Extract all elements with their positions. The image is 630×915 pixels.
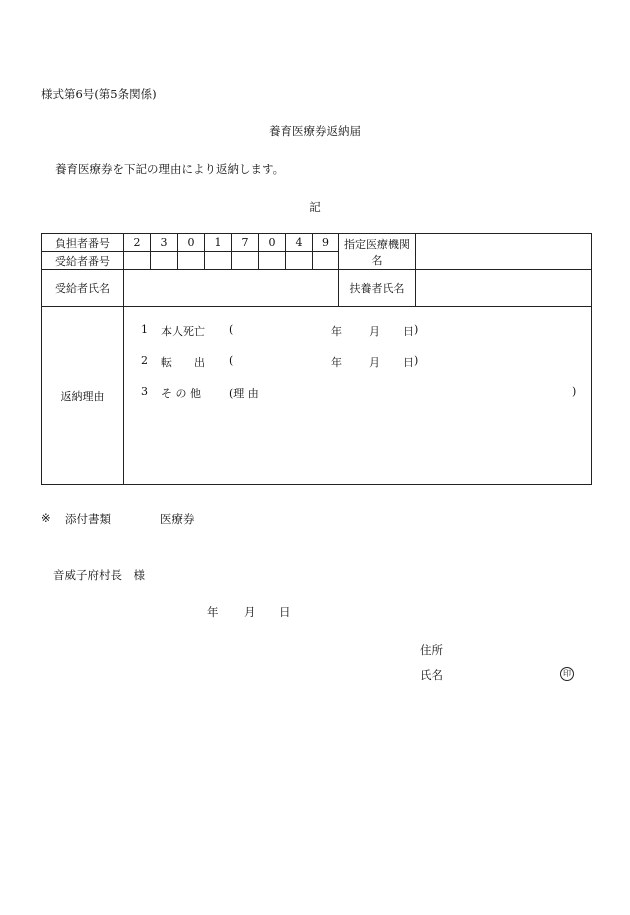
recipient-digit[interactable] bbox=[178, 252, 205, 270]
addressee: 音威子府村長 様 bbox=[53, 568, 145, 582]
burden-digit: 0 bbox=[178, 234, 205, 252]
burden-digit: 1 bbox=[205, 234, 232, 252]
reason-1-num: 1 bbox=[141, 323, 148, 336]
address-label: 住所 bbox=[420, 643, 443, 657]
recipient-digit[interactable] bbox=[232, 252, 259, 270]
reason-3-text: そ の 他 bbox=[161, 387, 201, 400]
recipient-name-value[interactable] bbox=[124, 270, 339, 307]
attachment-label: 添付書類 bbox=[65, 512, 111, 526]
reason-3-paren-close: ) bbox=[572, 385, 577, 398]
reason-2-paren-open: ( bbox=[229, 354, 234, 367]
recipient-number-label: 受給者番号 bbox=[42, 252, 124, 270]
reason-2-month: 月 bbox=[369, 356, 380, 369]
burden-digit: 0 bbox=[259, 234, 286, 252]
burden-digit: 9 bbox=[313, 234, 339, 252]
reason-2-num: 2 bbox=[141, 354, 148, 367]
institution-value[interactable] bbox=[416, 234, 592, 270]
burden-digit: 2 bbox=[124, 234, 151, 252]
reason-1-day: 日 bbox=[403, 325, 414, 338]
recipient-digit[interactable] bbox=[259, 252, 286, 270]
reason-1-paren-open: ( bbox=[229, 323, 234, 336]
recipient-digit[interactable] bbox=[313, 252, 339, 270]
attachment-mark: ※ bbox=[41, 511, 51, 525]
reason-1-month: 月 bbox=[369, 325, 380, 338]
ki-marker: 記 bbox=[309, 200, 321, 214]
burden-digit: 3 bbox=[151, 234, 178, 252]
reason-1-text: 本人死亡 bbox=[161, 325, 205, 338]
recipient-digit[interactable] bbox=[205, 252, 232, 270]
form-id: 様式第6号(第5条関係) bbox=[41, 87, 157, 101]
burden-digit: 4 bbox=[286, 234, 313, 252]
reason-3-paren-open: (理 由 bbox=[229, 387, 259, 400]
burden-number-label: 負担者番号 bbox=[42, 234, 124, 252]
reason-2-year: 年 bbox=[331, 356, 342, 369]
guardian-name-label: 扶養者氏名 bbox=[339, 270, 416, 307]
recipient-digit[interactable] bbox=[124, 252, 151, 270]
date-day: 日 bbox=[279, 605, 291, 619]
date-month: 月 bbox=[244, 605, 256, 619]
reason-label: 返納理由 bbox=[42, 307, 124, 485]
institution-label: 指定医療機関名 bbox=[339, 234, 416, 270]
reason-2-day: 日 bbox=[403, 356, 414, 369]
seal-icon: 印 bbox=[560, 667, 574, 681]
recipient-digit[interactable] bbox=[151, 252, 178, 270]
name-label: 氏名 bbox=[420, 668, 443, 682]
reason-1-year: 年 bbox=[331, 325, 342, 338]
date-year: 年 bbox=[207, 605, 219, 619]
page-title: 養育医療券返納届 bbox=[269, 124, 361, 138]
reason-2-text: 転 出 bbox=[161, 356, 205, 369]
recipient-name-label: 受給者氏名 bbox=[42, 270, 124, 307]
return-form-table bbox=[41, 233, 592, 485]
seal-mark bbox=[560, 666, 574, 681]
reason-3-num: 3 bbox=[141, 385, 148, 398]
guardian-name-value[interactable] bbox=[416, 270, 592, 307]
intro-text: 養育医療券を下記の理由により返納します。 bbox=[55, 162, 285, 176]
reasons-cell bbox=[124, 307, 592, 485]
reason-1-paren-close: ) bbox=[414, 323, 419, 336]
attachment-value: 医療券 bbox=[160, 512, 195, 526]
burden-digit: 7 bbox=[232, 234, 259, 252]
reason-2-paren-close: ) bbox=[414, 354, 419, 367]
recipient-digit[interactable] bbox=[286, 252, 313, 270]
